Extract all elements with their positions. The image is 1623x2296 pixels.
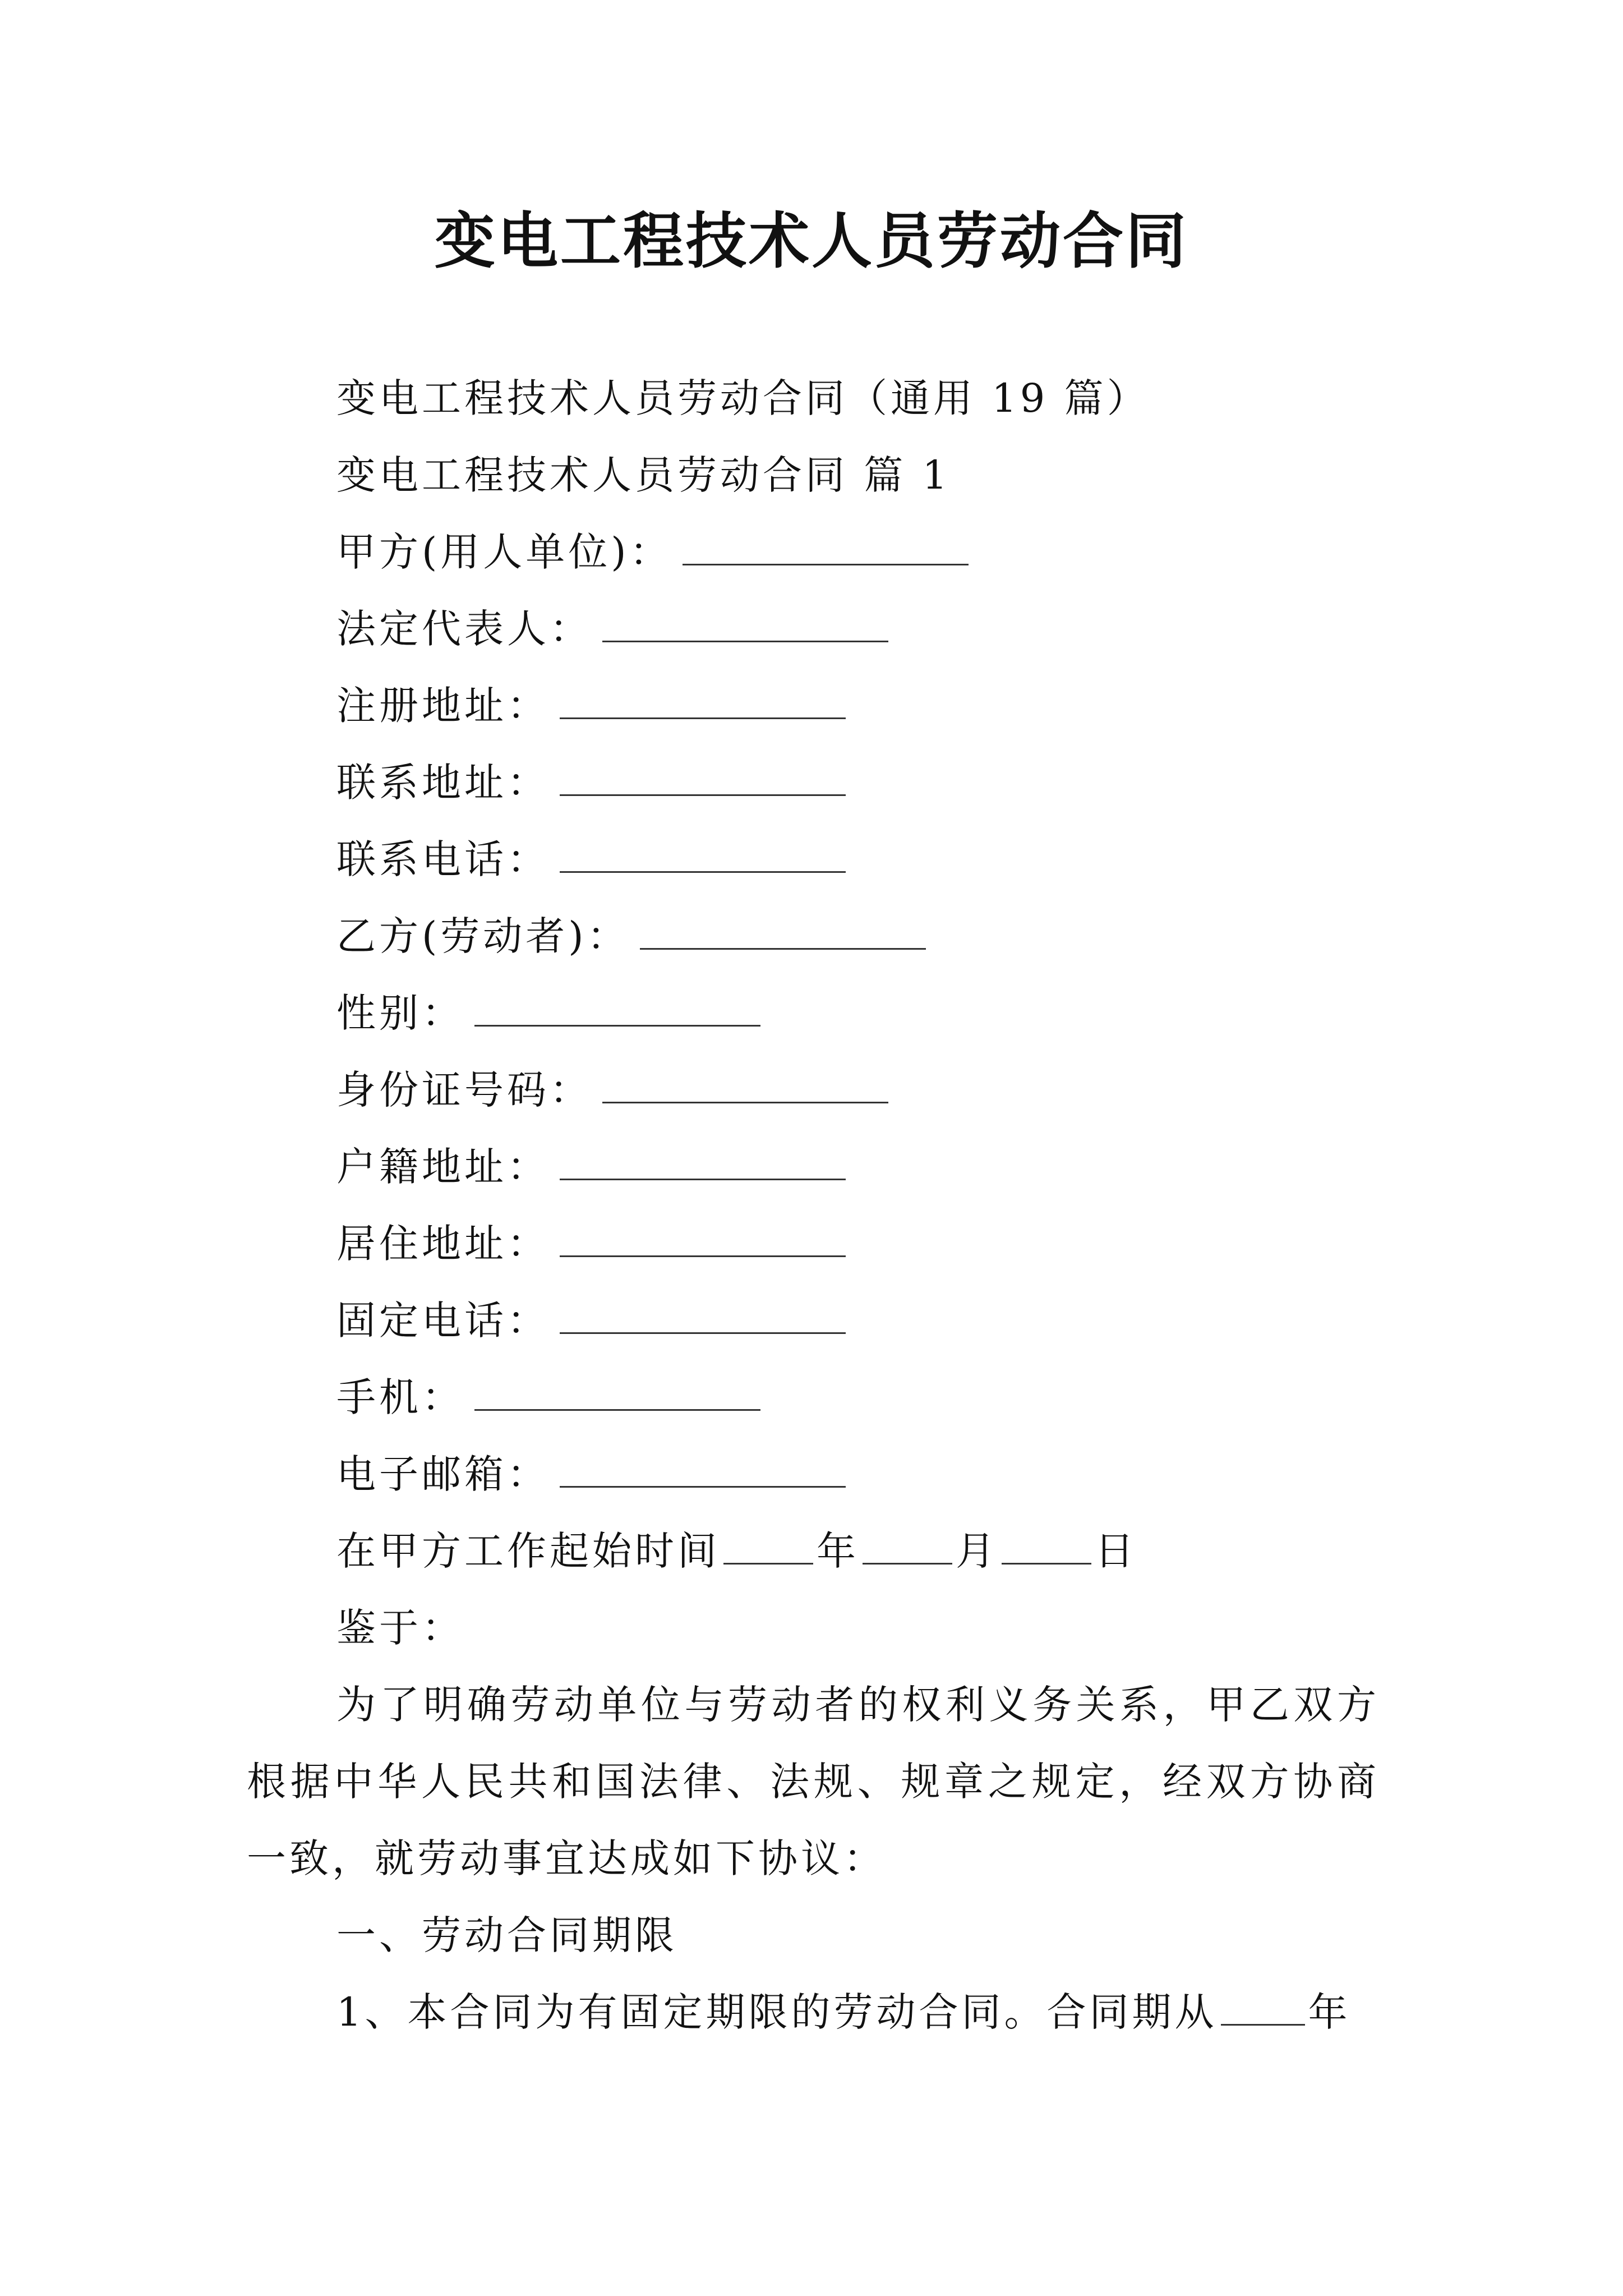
fill-blank [560,1222,846,1257]
field-landline: 固定电话： [336,1292,846,1349]
field-mobile: 手机： [336,1369,760,1425]
article-heading: 变电工程技术人员劳动合同 篇 1 [336,452,951,498]
fill-blank [560,1299,846,1334]
fill-blank [640,914,926,950]
fill-blank [560,1145,846,1180]
fill-blank [560,838,846,873]
fill-blank [474,1375,760,1411]
fill-blank [602,607,888,642]
document-title: 变电工程技术人员劳动合同 [434,206,1188,277]
field-contact-address: 联系地址： [336,754,846,811]
field-household-address: 户籍地址： [336,1139,846,1195]
start-time-line: 在甲方工作起始时间 年 月 日 [336,1528,1137,1574]
fill-blank [474,991,760,1027]
section-heading: 一、劳动合同期限 [336,1912,677,1958]
clause-1-line: 1、本合同为有固定期限的劳动合同。合同期从 年 [336,1989,1351,2035]
document-subtitle: 变电工程技术人员劳动合同（通用 19 篇） [336,375,1150,421]
paragraph-line-1: 为了明确劳动单位与劳动者的权利义务关系，甲乙双方 [336,1682,1380,1728]
field-email: 电子邮箱： [336,1446,846,1502]
field-id-number: 身份证号码： [336,1062,888,1118]
paragraph-line-3: 一致，就劳动事宜达成如下协议： [247,1835,886,1881]
fill-blank [560,1452,846,1488]
day-blank [1002,1529,1091,1565]
whereas-label: 鉴于： [336,1605,464,1651]
paragraph-line-2: 根据中华人民共和国法律、法规、规章之规定，经双方协商 [247,1759,1380,1805]
field-residential-address: 居住地址： [336,1216,846,1272]
field-gender: 性别： [336,985,760,1041]
year-blank [1221,1990,1305,2026]
fill-blank [683,530,969,565]
year-blank [723,1529,813,1565]
field-party-b: 乙方(劳动者)： [336,908,926,964]
field-registered-address: 注册地址： [336,678,846,734]
fill-blank [560,761,846,796]
field-contact-phone: 联系电话： [336,831,846,887]
month-blank [863,1529,952,1565]
field-legal-representative: 法定代表人： [336,601,888,657]
field-party-a: 甲方(用人单位)： [336,524,969,580]
fill-blank [560,684,846,719]
fill-blank [602,1068,888,1103]
